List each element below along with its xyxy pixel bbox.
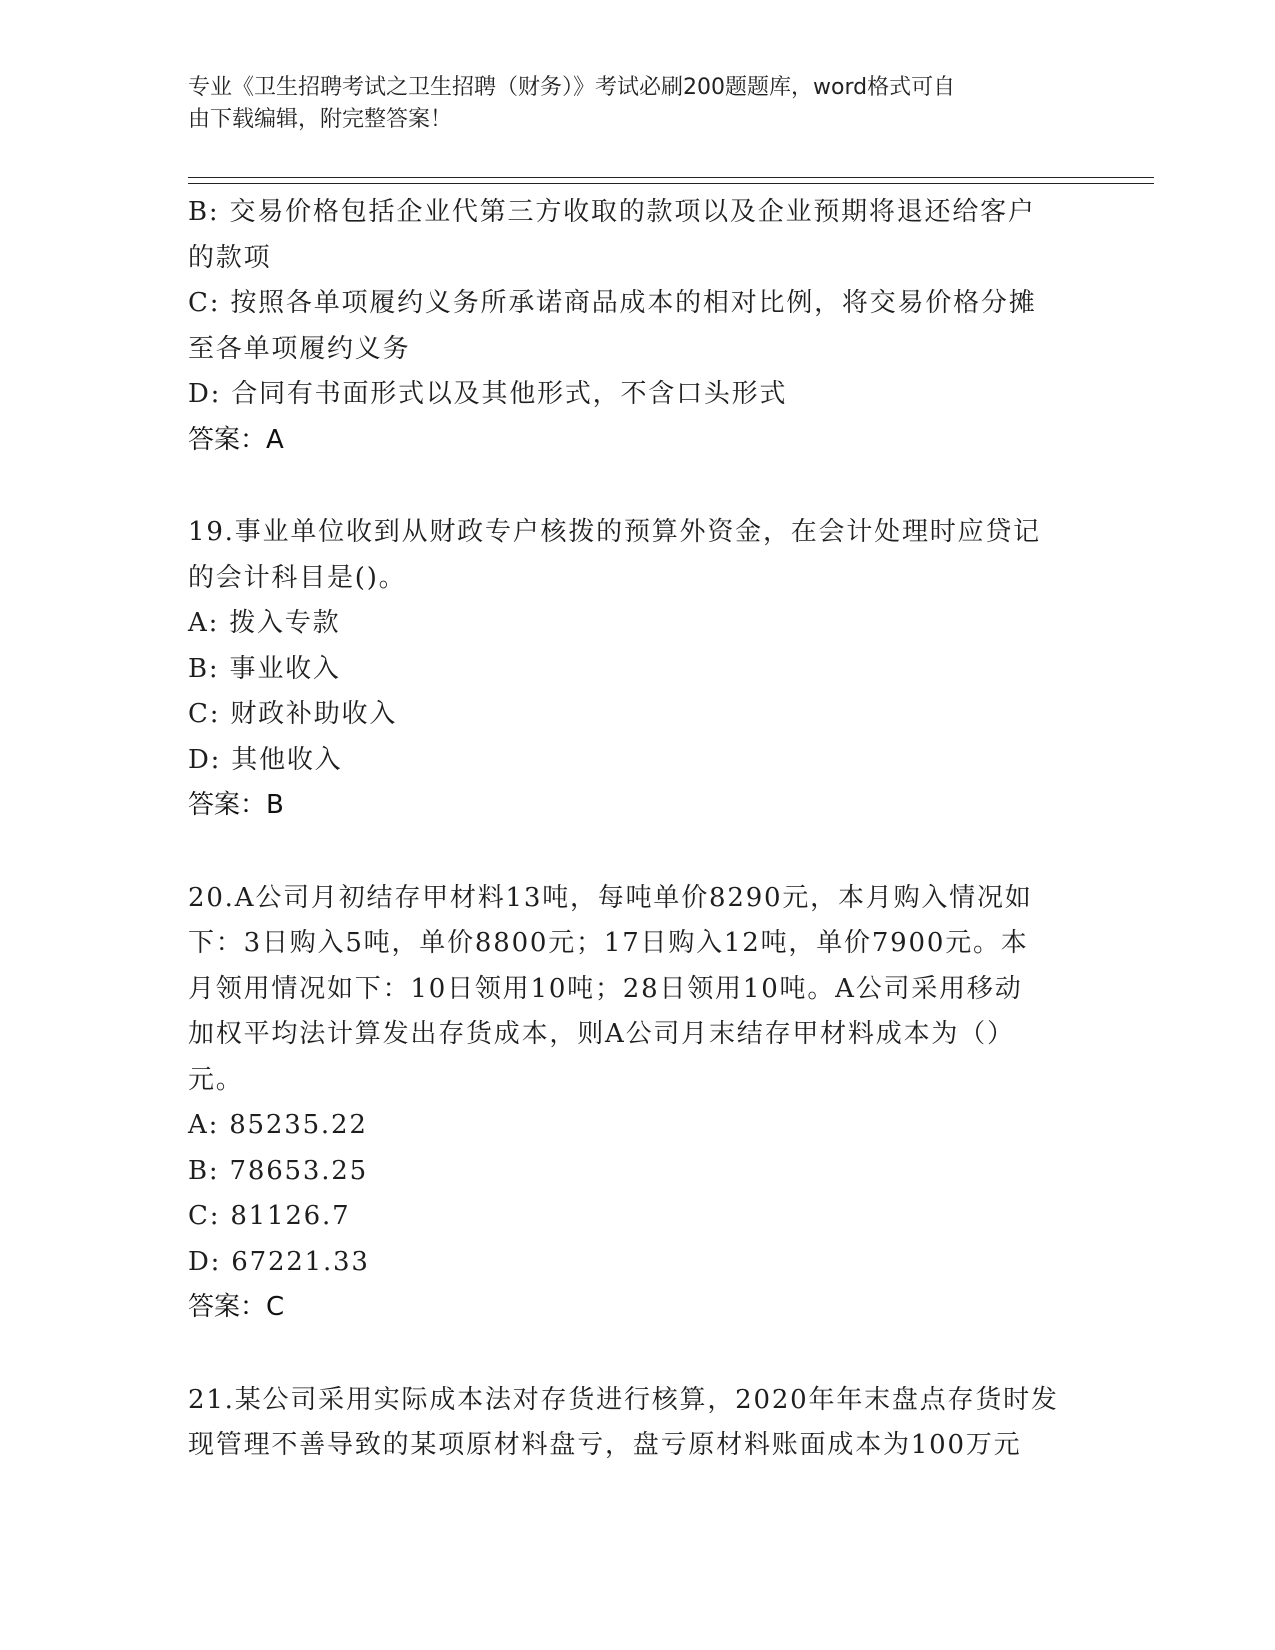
q18-answer: 答案：A xyxy=(188,424,284,455)
q19-option-d: D: 其他收入 xyxy=(188,744,343,775)
q20-stem-line-3: 月领用情况如下：10日领用10吨；28日领用10吨。A公司采用移动 xyxy=(188,973,1023,1004)
q19-option-c: C: 财政补助收入 xyxy=(188,699,398,729)
header-divider-top xyxy=(188,177,1154,178)
q20-option-c: C: 81126.7 xyxy=(188,1201,351,1231)
q18-option-d: D: 合同有书面形式以及其他形式，不含口头形式 xyxy=(188,379,788,409)
q21-stem-line-1: 21.某公司采用实际成本法对存货进行核算，2020年年末盘点存货时发 xyxy=(188,1384,1059,1415)
question-20 xyxy=(188,876,1088,1331)
q18-option-c-line-2: 至各单项履约义务 xyxy=(188,333,411,364)
q20-option-b: B: 78653.25 xyxy=(188,1155,368,1186)
q20-stem-line-1: 20.A公司月初结存甲材料13吨，每吨单价8290元，本月购入情况如 xyxy=(188,882,1033,913)
q19-option-b: B: 事业收入 xyxy=(188,653,341,684)
q18-option-b-line-1: B: 交易价格包括企业代第三方收取的款项以及企业预期将退还给客户 xyxy=(188,197,1036,227)
q18-option-b-line-2: 的款项 xyxy=(188,242,272,273)
q19-stem-line-2: 的会计科目是()。 xyxy=(188,562,407,593)
spacer xyxy=(188,463,1088,510)
q21-stem-line-2: 现管理不善导致的某项原材料盘亏，盘亏原材料账面成本为100万元 xyxy=(188,1430,1022,1460)
document-body xyxy=(188,190,1088,1469)
q20-stem-line-4: 加权平均法计算发出存货成本，则A公司月末结存甲材料成本为（） xyxy=(188,1019,1015,1049)
question-19 xyxy=(188,510,1088,829)
header-divider-bottom xyxy=(188,183,1154,184)
q20-option-a: A: 85235.22 xyxy=(188,1110,368,1140)
q20-option-d: D: 67221.33 xyxy=(188,1246,370,1277)
q20-answer: 答案：C xyxy=(188,1292,285,1322)
q19-stem-line-1: 19.事业单位收到从财政专户核拨的预算外资金，在会计处理时应贷记 xyxy=(188,517,1041,547)
q19-answer: 答案：B xyxy=(188,790,284,820)
header-line-1: 专业《卫生招聘考试之卫生招聘（财务）》考试必刷200题题库，word格式可自 xyxy=(188,75,956,100)
question-18 xyxy=(188,190,1088,463)
q18-option-c-line-1: C: 按照各单项履约义务所承诺商品成本的相对比例，将交易价格分摊 xyxy=(188,288,1037,318)
q20-stem-line-5: 元。 xyxy=(188,1064,244,1095)
question-21 xyxy=(188,1378,1088,1469)
q19-option-a: A: 拨入专款 xyxy=(188,608,341,638)
spacer xyxy=(188,1331,1088,1378)
spacer xyxy=(188,829,1088,876)
q20-stem-line-2: 下：3日购入5吨，单价8800元；17日购入12吨，单价7900元。本 xyxy=(188,928,1029,958)
header-line-2: 由下载编辑，附完整答案！ xyxy=(188,107,453,132)
document-header xyxy=(188,72,1068,136)
